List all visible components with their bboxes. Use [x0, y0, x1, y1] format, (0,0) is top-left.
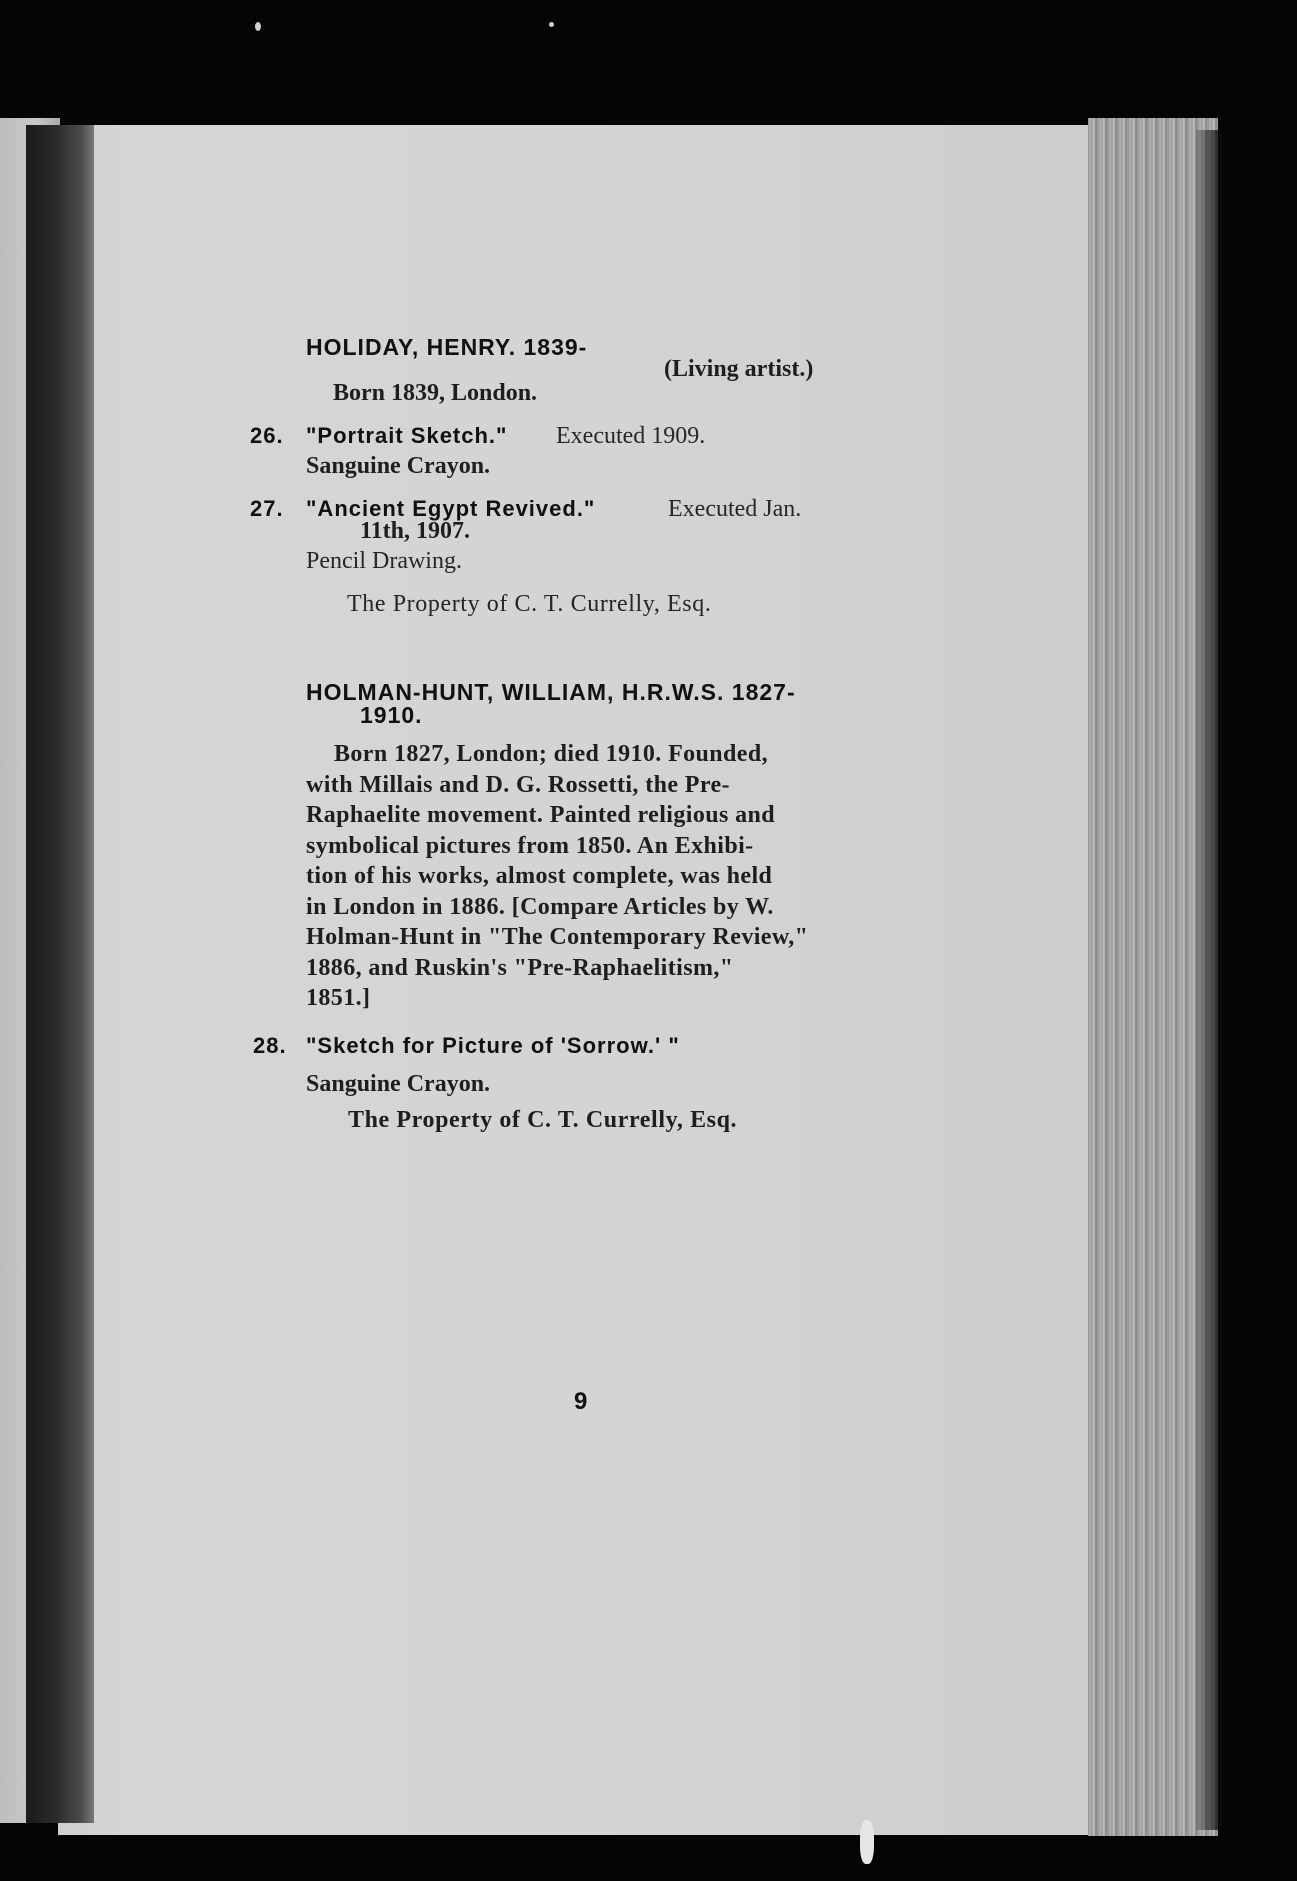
artist-heading: HOLIDAY, HENRY. 1839- [306, 334, 588, 360]
page-number: 9 [574, 1388, 589, 1415]
item-number: 28. [253, 1033, 287, 1058]
bio-line: in London in 1886. [Compare Articles by W. [306, 893, 774, 920]
item-execution-date-cont: 11th, 1907. [360, 518, 471, 544]
item-medium: Sanguine Crayon. [306, 1071, 491, 1097]
item-medium: Pencil Drawing. [306, 548, 462, 574]
bio-line: with Millais and D. G. Rossetti, the Pre- [306, 771, 730, 798]
artist-biography [306, 739, 846, 1014]
bio-line: tion of his works, almost complete, was held [306, 863, 773, 889]
item-execution-date: Executed 1909. [556, 423, 706, 449]
bio-line: Raphaelite movement. Painted religious and [306, 802, 776, 828]
item-title: "Portrait Sketch." [306, 423, 508, 448]
item-execution-date: Executed Jan. [668, 496, 802, 522]
item-number: 27. [250, 496, 284, 521]
artist-birth: Born 1839, London. [333, 380, 538, 406]
artist-heading-cont: 1910. [360, 702, 423, 728]
artist-heading: HOLMAN-HUNT, WILLIAM, H.R.W.S. 1827- [306, 679, 796, 705]
artist-status-note: (Living artist.) [664, 356, 814, 382]
bio-line: symbolical pictures from 1850. An Exhibi- [306, 832, 754, 859]
bio-line: Born 1827, London; died 1910. Founded, [334, 741, 768, 767]
ownership-note: The Property of C. T. Currelly, Esq. [348, 1107, 738, 1133]
item-medium: Sanguine Crayon. [306, 453, 491, 479]
item-number: 26. [250, 423, 284, 448]
bio-line: Holman-Hunt in "The Contemporary Review," [306, 924, 809, 950]
item-title: "Ancient Egypt Revived." [306, 496, 596, 521]
bio-line: 1886, and Ruskin's "Pre-Raphaelitism," [306, 954, 734, 981]
item-title: "Sketch for Picture of 'Sorrow.' " [306, 1033, 680, 1058]
bio-line: 1851.] [306, 985, 371, 1011]
ownership-note: The Property of C. T. Currelly, Esq. [347, 591, 712, 617]
